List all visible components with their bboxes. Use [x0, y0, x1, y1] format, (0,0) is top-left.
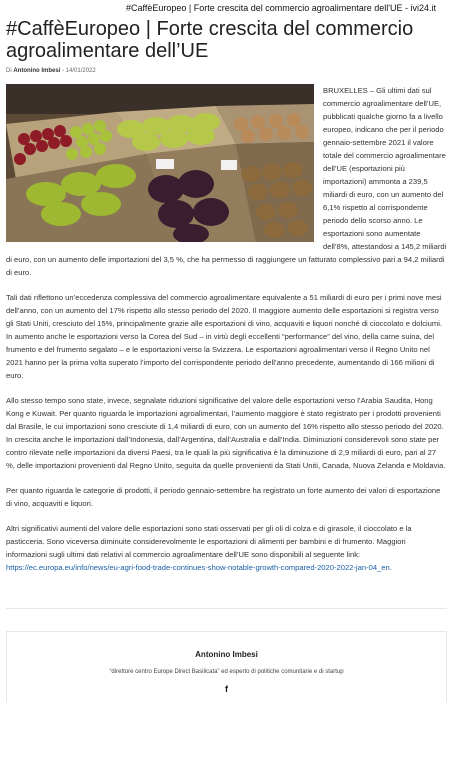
- paragraph-1: BRUXELLES – Gli ultimi dati sul commercio agroalimentare dell’UE, pubblicati qualche giorno fa a livello europeo, indicano che per il periodo gennaio-settembre 2021 il valore totale del commercio agroalimentare dell’UE (esportazioni più importazioni) ammonta a 239,5 miliardi di euro, con un aumento del 6,1% rispetto al corrispondente periodo dello scorso anno. Le esportazioni sono aumentate dell’8%, attestandosi a 145,2 miliardi di euro, con un aumento delle importazioni del 3,5 %, che ha permesso di raggiungere un fatturato complessivo pari a 94,2 miliardi di euro.: [6, 86, 447, 277]
- author-box: [6, 631, 447, 702]
- article-image: [6, 84, 314, 242]
- paragraph-5-end: .: [389, 563, 392, 572]
- author-box-name[interactable]: Antonino Imbesi: [195, 650, 258, 659]
- facebook-icon[interactable]: f: [225, 684, 228, 694]
- paragraph-5: [6, 522, 447, 574]
- ec-europa-link[interactable]: https://ec.europa.eu/info/news/eu-agri-food-trade-continues-show-notable-growth-compared-2020-2022-jan-04_en: [6, 563, 390, 572]
- author-link[interactable]: Antonino Imbesi: [13, 68, 61, 74]
- paragraph-3: Allo stesso tempo sono state, invece, segnalate riduzioni significative del valore delle esportazioni verso l’Arabia Saudita, Hong Kong e Kuwait. Per quanto riguarda le importazioni agroalimentari, l’aumento maggiore è stato registrato per i prodotti provenienti dal Brasile, le cui importazioni sono cresciute di 1,4 miliardi di euro, con un aumento del 16% rispetto allo stesso periodo del 2020. In crescita anche le importazioni dall’Indonesia, dall’Argentina, dall’Australia e dall’India. Diminuzioni considerevoli sono state per contro rilevate nelle importazioni da diversi Paesi, tra le quali la più significativa è la diminuzione di 2,9 miliardi di euro, pari al 27 %, delle importazioni provenienti dal Regno Unito, seguita da quelle provenienti da Stati Uniti, Canada, Nuova Zelanda e Moldavia.: [6, 396, 446, 470]
- article-title: #CaffèEuropeo | Forte crescita del commercio agroalimentare dell’UE: [6, 18, 414, 62]
- paragraph-2: Tali dati riflettono un’eccedenza complessiva del commercio agroalimentare equivalente a 51 miliardi di euro per i primi nove mesi dell’anno, con un aumento del 17% rispetto allo stesso periodo del 2020. Il maggiore aumento delle esportazioni si registra verso gli Stati Uniti, cresciuto del 15%, principalmente grazie alle esportazioni di vino, acquaviti e liquori nonché di cioccolato e dolciumi. In aumento anche le esportazioni verso la Corea del Sud – in virtù degli eccellenti “performance” del vino, della carne suina, del frumento e del frumento segalato – e le esportazioni verso la Svizzera. Le esportazioni agroalimentari verso il Regno Unito nel 2021 hanno per la prima volta superato l’importo del corrispondente periodo dell’anno precedente, aumentando di 166 milioni di euro.: [6, 293, 443, 380]
- browser-tab-title[interactable]: #CaffèEuropeo | Forte crescita del commercio agroalimentare dell'UE - ivi24.it: [126, 3, 437, 13]
- paragraph-4: Per quanto riguarda le categorie di prodotti, il periodo gennaio-settembre ha registrato un forte aumento dei valori di esportazione di vino, acquaviti e liquori.: [6, 486, 441, 508]
- byline-prefix: Di: [6, 68, 12, 74]
- publish-date: - 14/01/2022: [62, 68, 96, 74]
- paragraph-5-text: Altri significativi aumenti del valore delle esportazioni sono stati osservati per gli oli di colza e di girasole, il cioccolato e la pasticceria. Sono viceversa diminuite considerevolmente le esportazioni di alimenti per bambini e di frumento. Maggiori informazioni sugli ultimi dati relativi al commercio agroalimentare dell’UE sono disponibili al seguente link:: [6, 524, 412, 559]
- article-meta: [6, 68, 447, 74]
- author-box-bio: “direttore centro Europe Direct Basilicata” ed esperto di politiche comunitarie e di startup: [109, 669, 344, 675]
- produce-market-image: [6, 84, 314, 242]
- article-body: [6, 84, 447, 574]
